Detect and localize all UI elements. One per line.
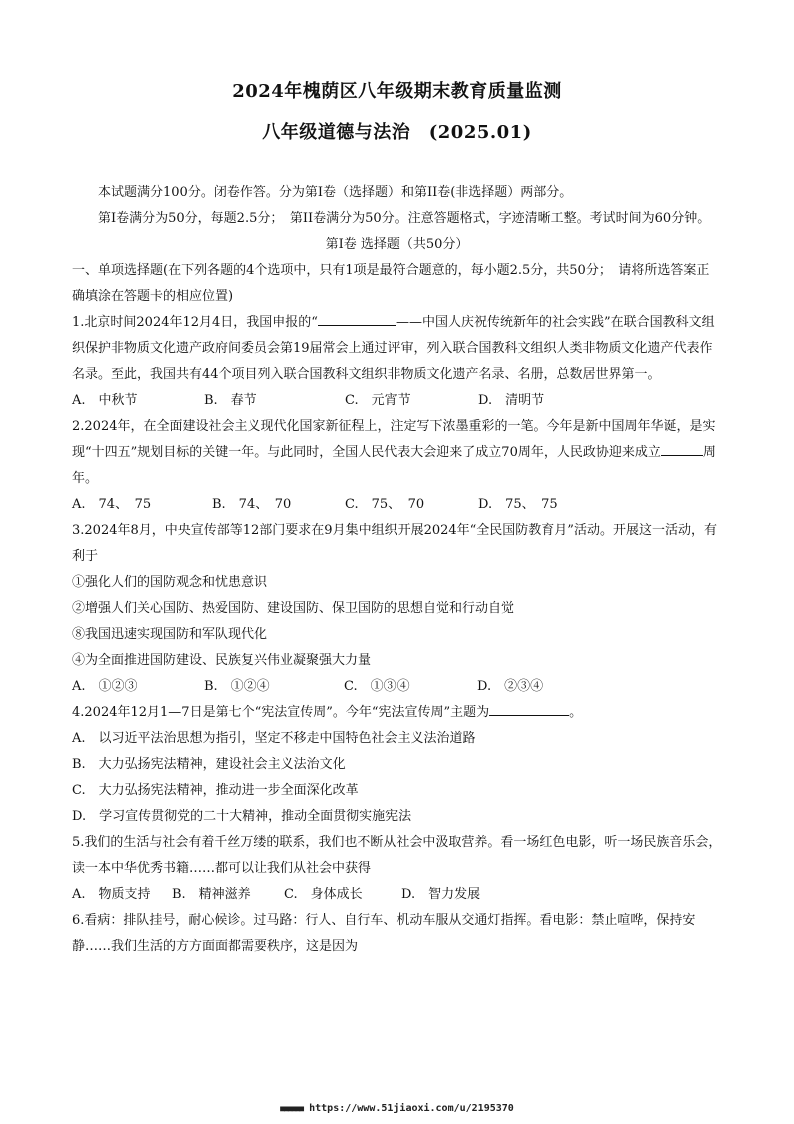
option-d: D. 清明节 [478, 393, 545, 408]
question-3-item-3: ⑧我国迅速实现国防和军队现代化 [72, 627, 268, 642]
question-1-options [72, 388, 722, 414]
option-a: A. 中秋节 [72, 393, 138, 408]
question-3-stem: 3.2024年8月，中央宣传部等12部门要求在9月集中组织开展2024年“全民国防教育月”活动。开展这一活动，有利于 [72, 523, 717, 564]
question-3-item-1: ①强化人们的国防观念和忧患意识 [72, 575, 268, 590]
option-c: C. 75、 70 [345, 497, 425, 512]
exam-content [72, 180, 722, 960]
fill-blank [489, 702, 569, 716]
option-b: B. 74、 70 [212, 497, 292, 512]
question-3-item-2: ②增强人们关心国防、热爱国防、建设国防、保卫国防的思想自觉和行动自觉 [72, 601, 515, 616]
option-a: A. 74、 75 [72, 497, 152, 512]
question-4-stem: 4.2024年12月1—7日是第七个“宪法宣传周”。今年“宪法宣传周”主题为 。 [72, 700, 722, 726]
option-d: D. 75、 75 [478, 497, 558, 512]
option-c: C. ①③④ [344, 679, 410, 694]
fill-blank [661, 442, 703, 456]
fill-blank [318, 312, 396, 326]
footer-watermark [0, 1103, 794, 1114]
intro-line-1: 本试题满分100分。闭卷作答。分为第I卷（选择题）和第II卷(非选择题）两部分。 [98, 185, 573, 200]
section-instruction: 一、单项选择题(在下列各题的4个选项中，只有1项是最符合题意的，每小题2.5分，共50分； 请将所选答案正确填涂在答题卡的相应位置) [72, 263, 710, 304]
option-c: C. 身体成长 [284, 887, 363, 902]
question-3-options [72, 674, 722, 700]
question-5-options [72, 882, 722, 908]
question-6-stem: 6.看病：排队挂号，耐心候诊。过马路：行人、自行车、机动车服从交通灯指挥。看电影：禁止喧哗，保持安静……我们生活的方方面面都需要秩序，这是因为 [72, 913, 696, 954]
option-c: C. 元宵节 [345, 393, 411, 408]
footer-url: https://www.51jiaoxi.com/u/2195370 [309, 1103, 514, 1114]
exam-subtitle: 八年级道德与法治 (2025.01) [262, 122, 532, 143]
option-a: A. 以习近平法治思想为指引，坚定不移走中国特色社会主义法治道路 [72, 731, 476, 746]
question-2-stem: 2.2024年，在全面建设社会主义现代化国家新征程上，注定写下浓墨重彩的一笔。今年是新中国周年华诞，是实现“十四五”规划目标的关键一年。与此同时，全国人民代表大会迎来了成立70周年，人民政协迎来成立 周年。 [72, 419, 716, 486]
question-1-stem: 1.北京时间2024年12月4日，我国申报的“ ——中国人庆祝传统新年的社会实践”在联合国教科文组织保护非物质文化遗产政府间委员会第19届常会上通过评审，列入联合国教科文组织人类非物质文化遗产代表作名录。至此，我国共有44个项目列入联合国教科文组织非物质文化遗产名录、名册，总数居世界第一。 [72, 310, 722, 388]
intro-line-2: 第I卷满分为50分，每题2.5分； 第II卷满分为50分。注意答题格式，字迹清晰工整。考试时间为60分钟。 [98, 211, 711, 226]
exam-title: 2024年槐荫区八年级期末教育质量监测 [232, 81, 562, 102]
option-d: D. ②③④ [477, 679, 544, 694]
option-b: B. 精神滋养 [172, 887, 251, 902]
question-2-options [72, 492, 722, 518]
option-b: B. ①②④ [204, 679, 270, 694]
option-b: B. 大力弘扬宪法精神，建设社会主义法治文化 [72, 757, 346, 772]
option-b: B. 春节 [204, 393, 257, 408]
section-title: 第I卷 选择题（共50分） [325, 237, 469, 252]
option-c: C. 大力弘扬宪法精神，推动进一步全面深化改革 [72, 783, 359, 798]
option-d: D. 学习宣传贯彻党的二十大精神，推动全面贯彻实施宪法 [72, 809, 412, 824]
watermark-mark: ■■■■■■ [280, 1104, 304, 1113]
question-3-item-4: ④为全面推进国防建设、民族复兴伟业凝聚强大力量 [72, 653, 372, 668]
option-d: D. 智力发展 [401, 887, 481, 902]
option-a: A. 物质支持 [72, 887, 151, 902]
question-5-stem: 5.我们的生活与社会有着千丝万缕的联系，我们也不断从社会中汲取营养。看一场红色电影，听一场民族音乐会，读一本中华优秀书籍……都可以让我们从社会中获得 [72, 835, 722, 876]
option-a: A. ①②③ [72, 679, 138, 694]
